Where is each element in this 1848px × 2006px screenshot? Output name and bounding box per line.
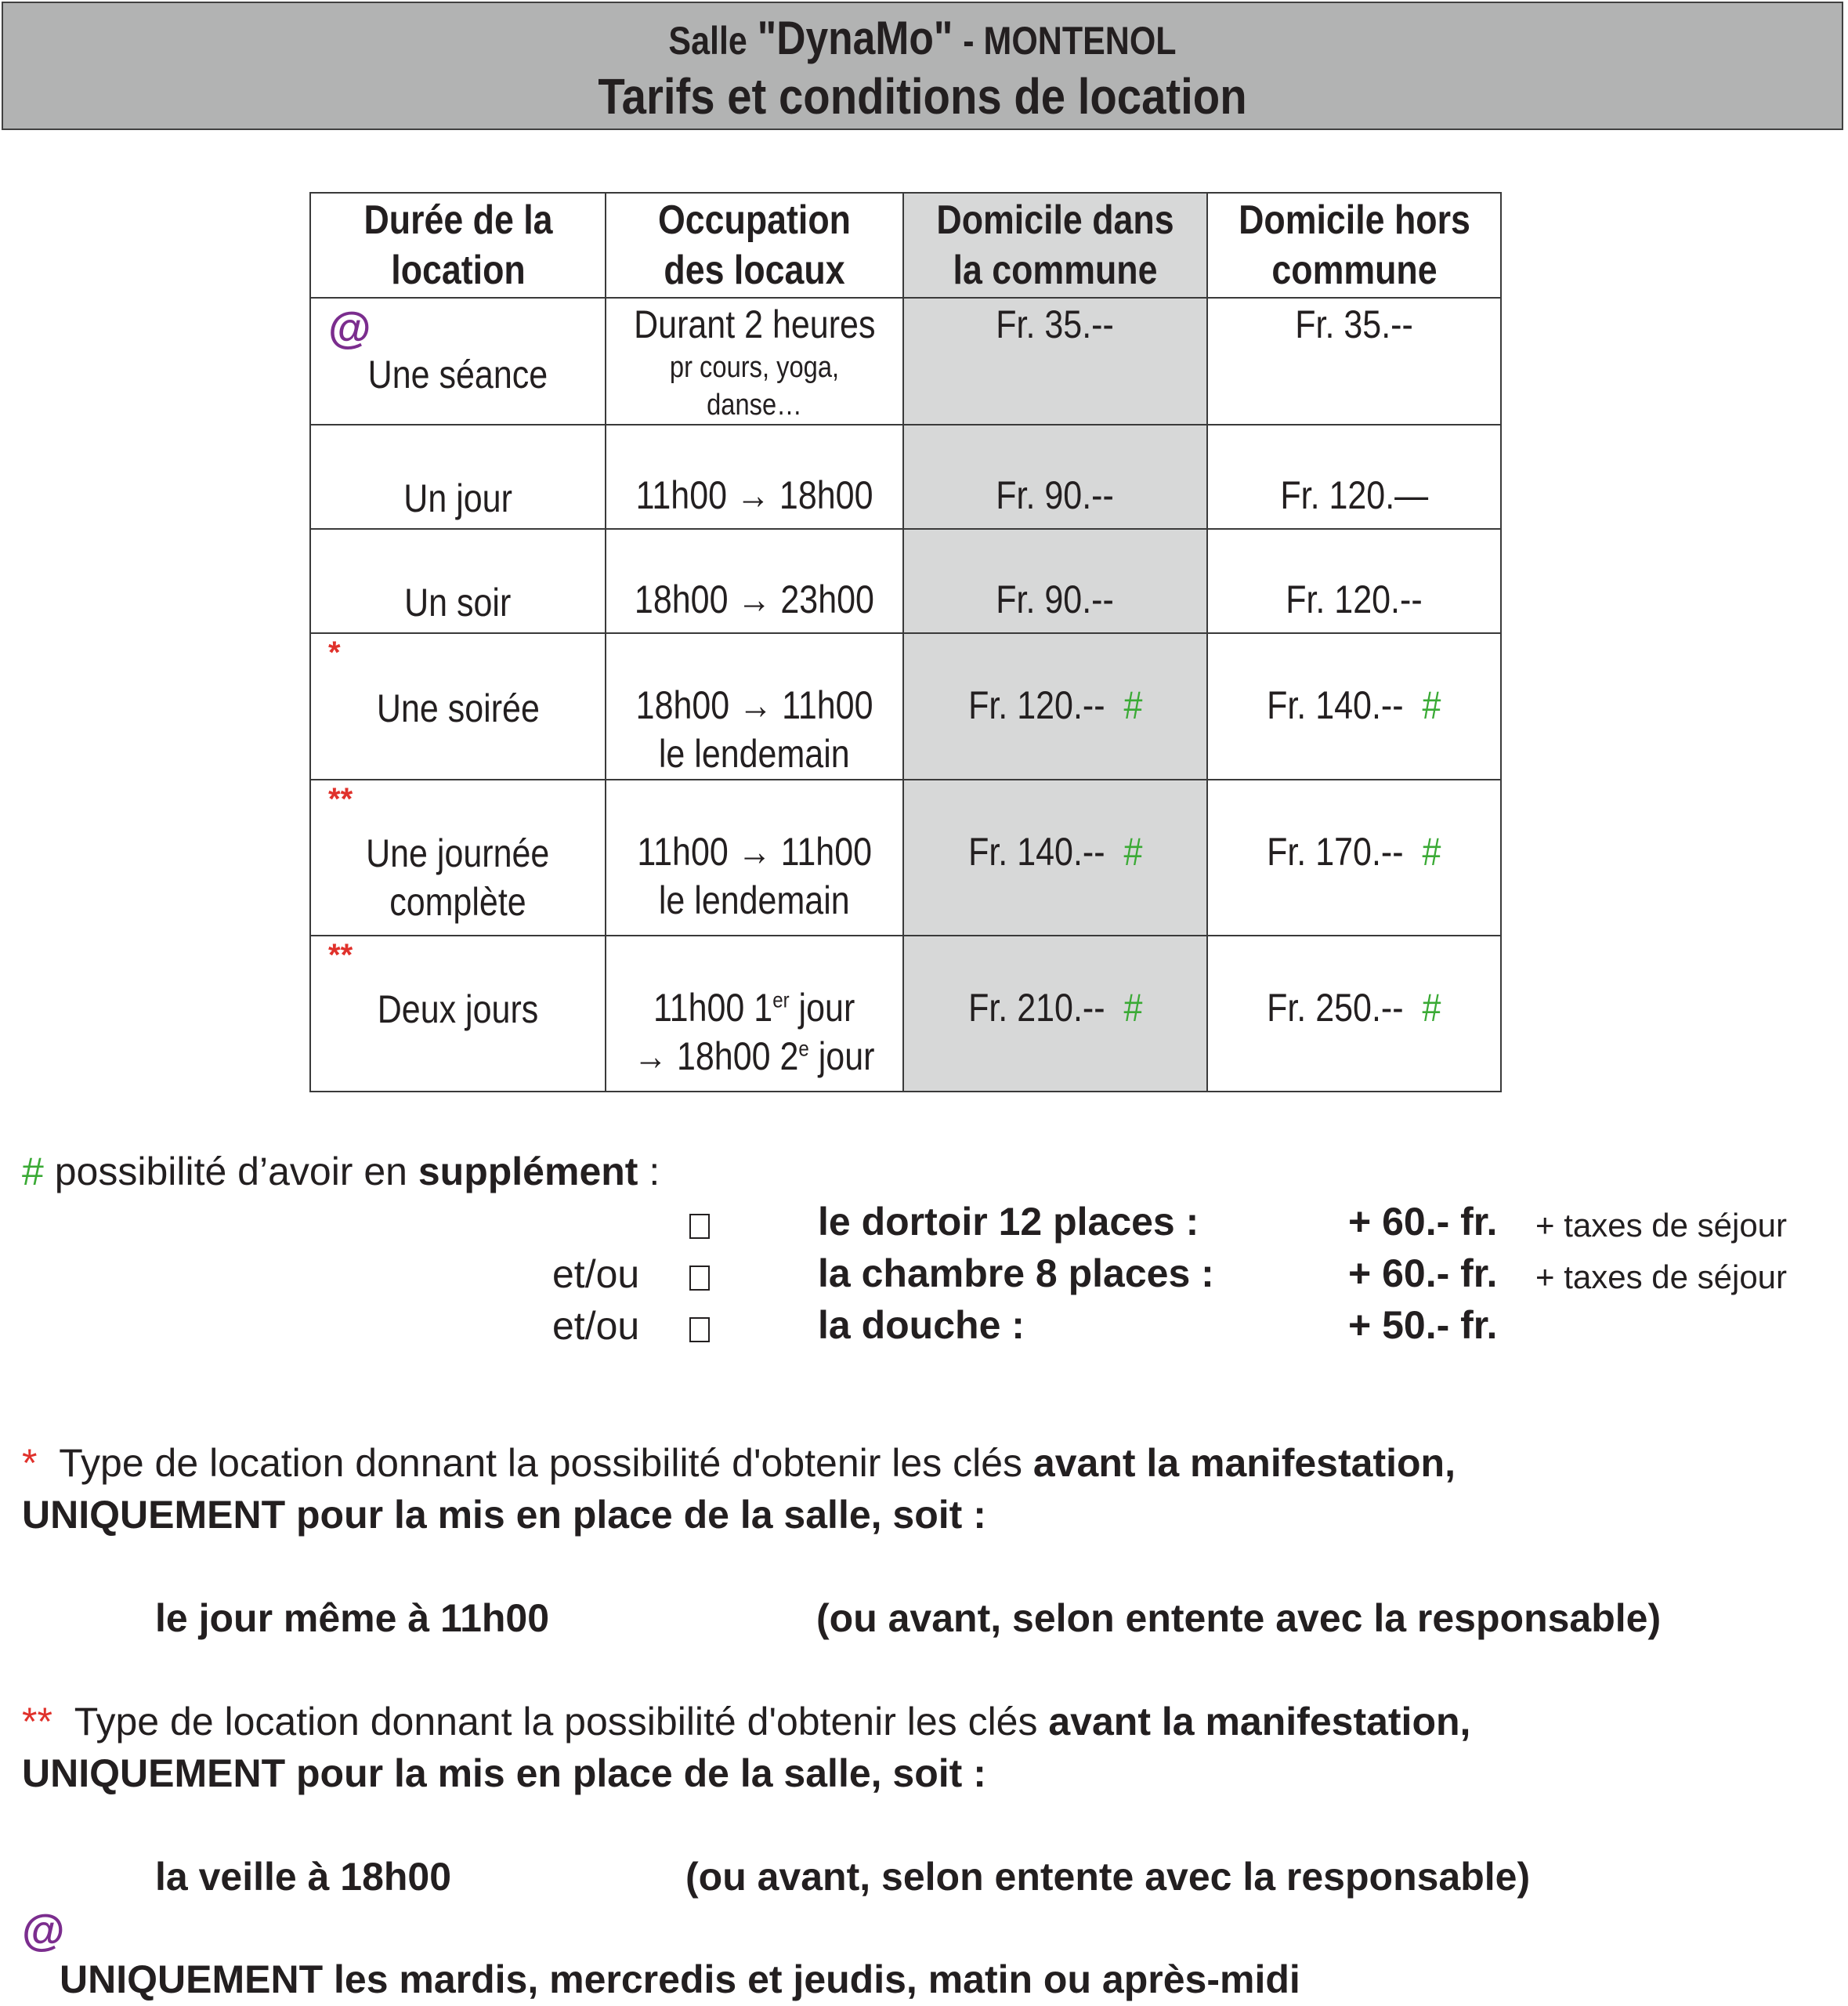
hash-mark: # (1123, 830, 1143, 874)
double-star-mark: ** (328, 782, 353, 817)
checkbox[interactable] (689, 1255, 710, 1300)
header-name: "DynaMo" (757, 12, 953, 64)
cell-price-in: Fr. 210.-- # (903, 936, 1207, 1092)
cell-price-out: Fr. 120.— (1207, 425, 1501, 529)
note-double-star-line1: ** Type de location donnant la possibilité d'obtenir les clés avant la manifestation, (22, 1700, 1471, 1743)
cell-duration: Un jour (310, 425, 606, 529)
col-header-price-in: Domicile dans la commune (903, 193, 1207, 298)
cell-price-out: Fr. 35.-- (1207, 298, 1501, 425)
cell-occupation: 11h00 → 18h00 (606, 425, 903, 529)
header-subtitle: Tarifs et conditions de location (598, 68, 1247, 125)
table-row (310, 936, 1501, 1092)
note-star-line2: UNIQUEMENT pour la mis en place de la salle, soit : (22, 1493, 986, 1537)
header-salle: Salle (668, 19, 747, 63)
table-header-row (310, 193, 1501, 298)
header-banner (2, 2, 1843, 130)
hash-mark: # (1422, 830, 1441, 874)
col-header-price-out: Domicile hors commune (1207, 193, 1501, 298)
hash-mark: # (1123, 986, 1143, 1030)
table-row (310, 633, 1501, 780)
note-at-mark: @ (22, 1905, 65, 1954)
hash-mark: # (1422, 986, 1441, 1030)
cell-duration: * Une soirée (310, 633, 606, 780)
cell-price-in: Fr. 35.-- (903, 298, 1207, 425)
checkbox[interactable] (689, 1306, 710, 1352)
note-star-when: le jour même à 11h00 (155, 1596, 550, 1640)
checkbox[interactable] (689, 1203, 710, 1248)
rates-table (309, 192, 1502, 1092)
star-mark: * (328, 635, 341, 670)
note-double-star-line2: UNIQUEMENT pour la mis en place de la salle, soit : (22, 1751, 986, 1795)
cell-occupation: Durant 2 heures pr cours, yoga, danse… (606, 298, 903, 425)
cell-occupation: 11h00 1er jour → 18h00 2e jour (606, 936, 903, 1092)
note-at-text: UNIQUEMENT les mardis, mercredis et jeudis, matin ou après-midi (60, 1957, 1300, 2001)
note-double-star-when: la veille à 18h00 (155, 1855, 452, 1899)
cell-occupation: 18h00 → 11h00 le lendemain (606, 633, 903, 780)
double-star-mark: ** (328, 938, 353, 972)
table-row (310, 298, 1501, 425)
cell-duration: Un soir (310, 529, 606, 633)
cell-price-out: Fr. 250.-- # (1207, 936, 1501, 1092)
table-row (310, 529, 1501, 633)
hash-mark: # (1422, 683, 1441, 727)
cell-duration: @ Une séance (310, 298, 606, 425)
note-star-line1: * Type de location donnant la possibilité d'obtenir les clés avant la manifestation, (22, 1441, 1456, 1485)
cell-occupation: 18h00 → 23h00 (606, 529, 903, 633)
cell-price-out: Fr. 140.-- # (1207, 633, 1501, 780)
hash-mark: # (1123, 683, 1143, 727)
supplement-intro: # possibilité d’avoir en supplément : (22, 1150, 660, 1193)
cell-duration: ** Une journée complète (310, 780, 606, 936)
note-double-star-paren: (ou avant, selon entente avec la responsable) (685, 1855, 1531, 1899)
cell-occupation: 11h00 → 11h00 le lendemain (606, 780, 903, 936)
cell-price-out: Fr. 170.-- # (1207, 780, 1501, 936)
col-header-duration: Durée de la location (310, 193, 606, 298)
header-place: - MONTENOL (963, 19, 1177, 63)
col-header-occupation: Occupation des locaux (606, 193, 903, 298)
table-row (310, 780, 1501, 936)
cell-price-in: Fr. 90.-- (903, 529, 1207, 633)
cell-price-in: Fr. 120.-- # (903, 633, 1207, 780)
note-star-paren: (ou avant, selon entente avec la responsable) (816, 1596, 1662, 1640)
header-title (132, 11, 1712, 65)
cell-price-in: Fr. 90.-- (903, 425, 1207, 529)
hash-mark: # (22, 1150, 44, 1193)
cell-duration: ** Deux jours (310, 936, 606, 1092)
at-mark: @ (328, 302, 371, 352)
cell-price-out: Fr. 120.-- (1207, 529, 1501, 633)
cell-price-in: Fr. 140.-- # (903, 780, 1207, 936)
table-row (310, 425, 1501, 529)
